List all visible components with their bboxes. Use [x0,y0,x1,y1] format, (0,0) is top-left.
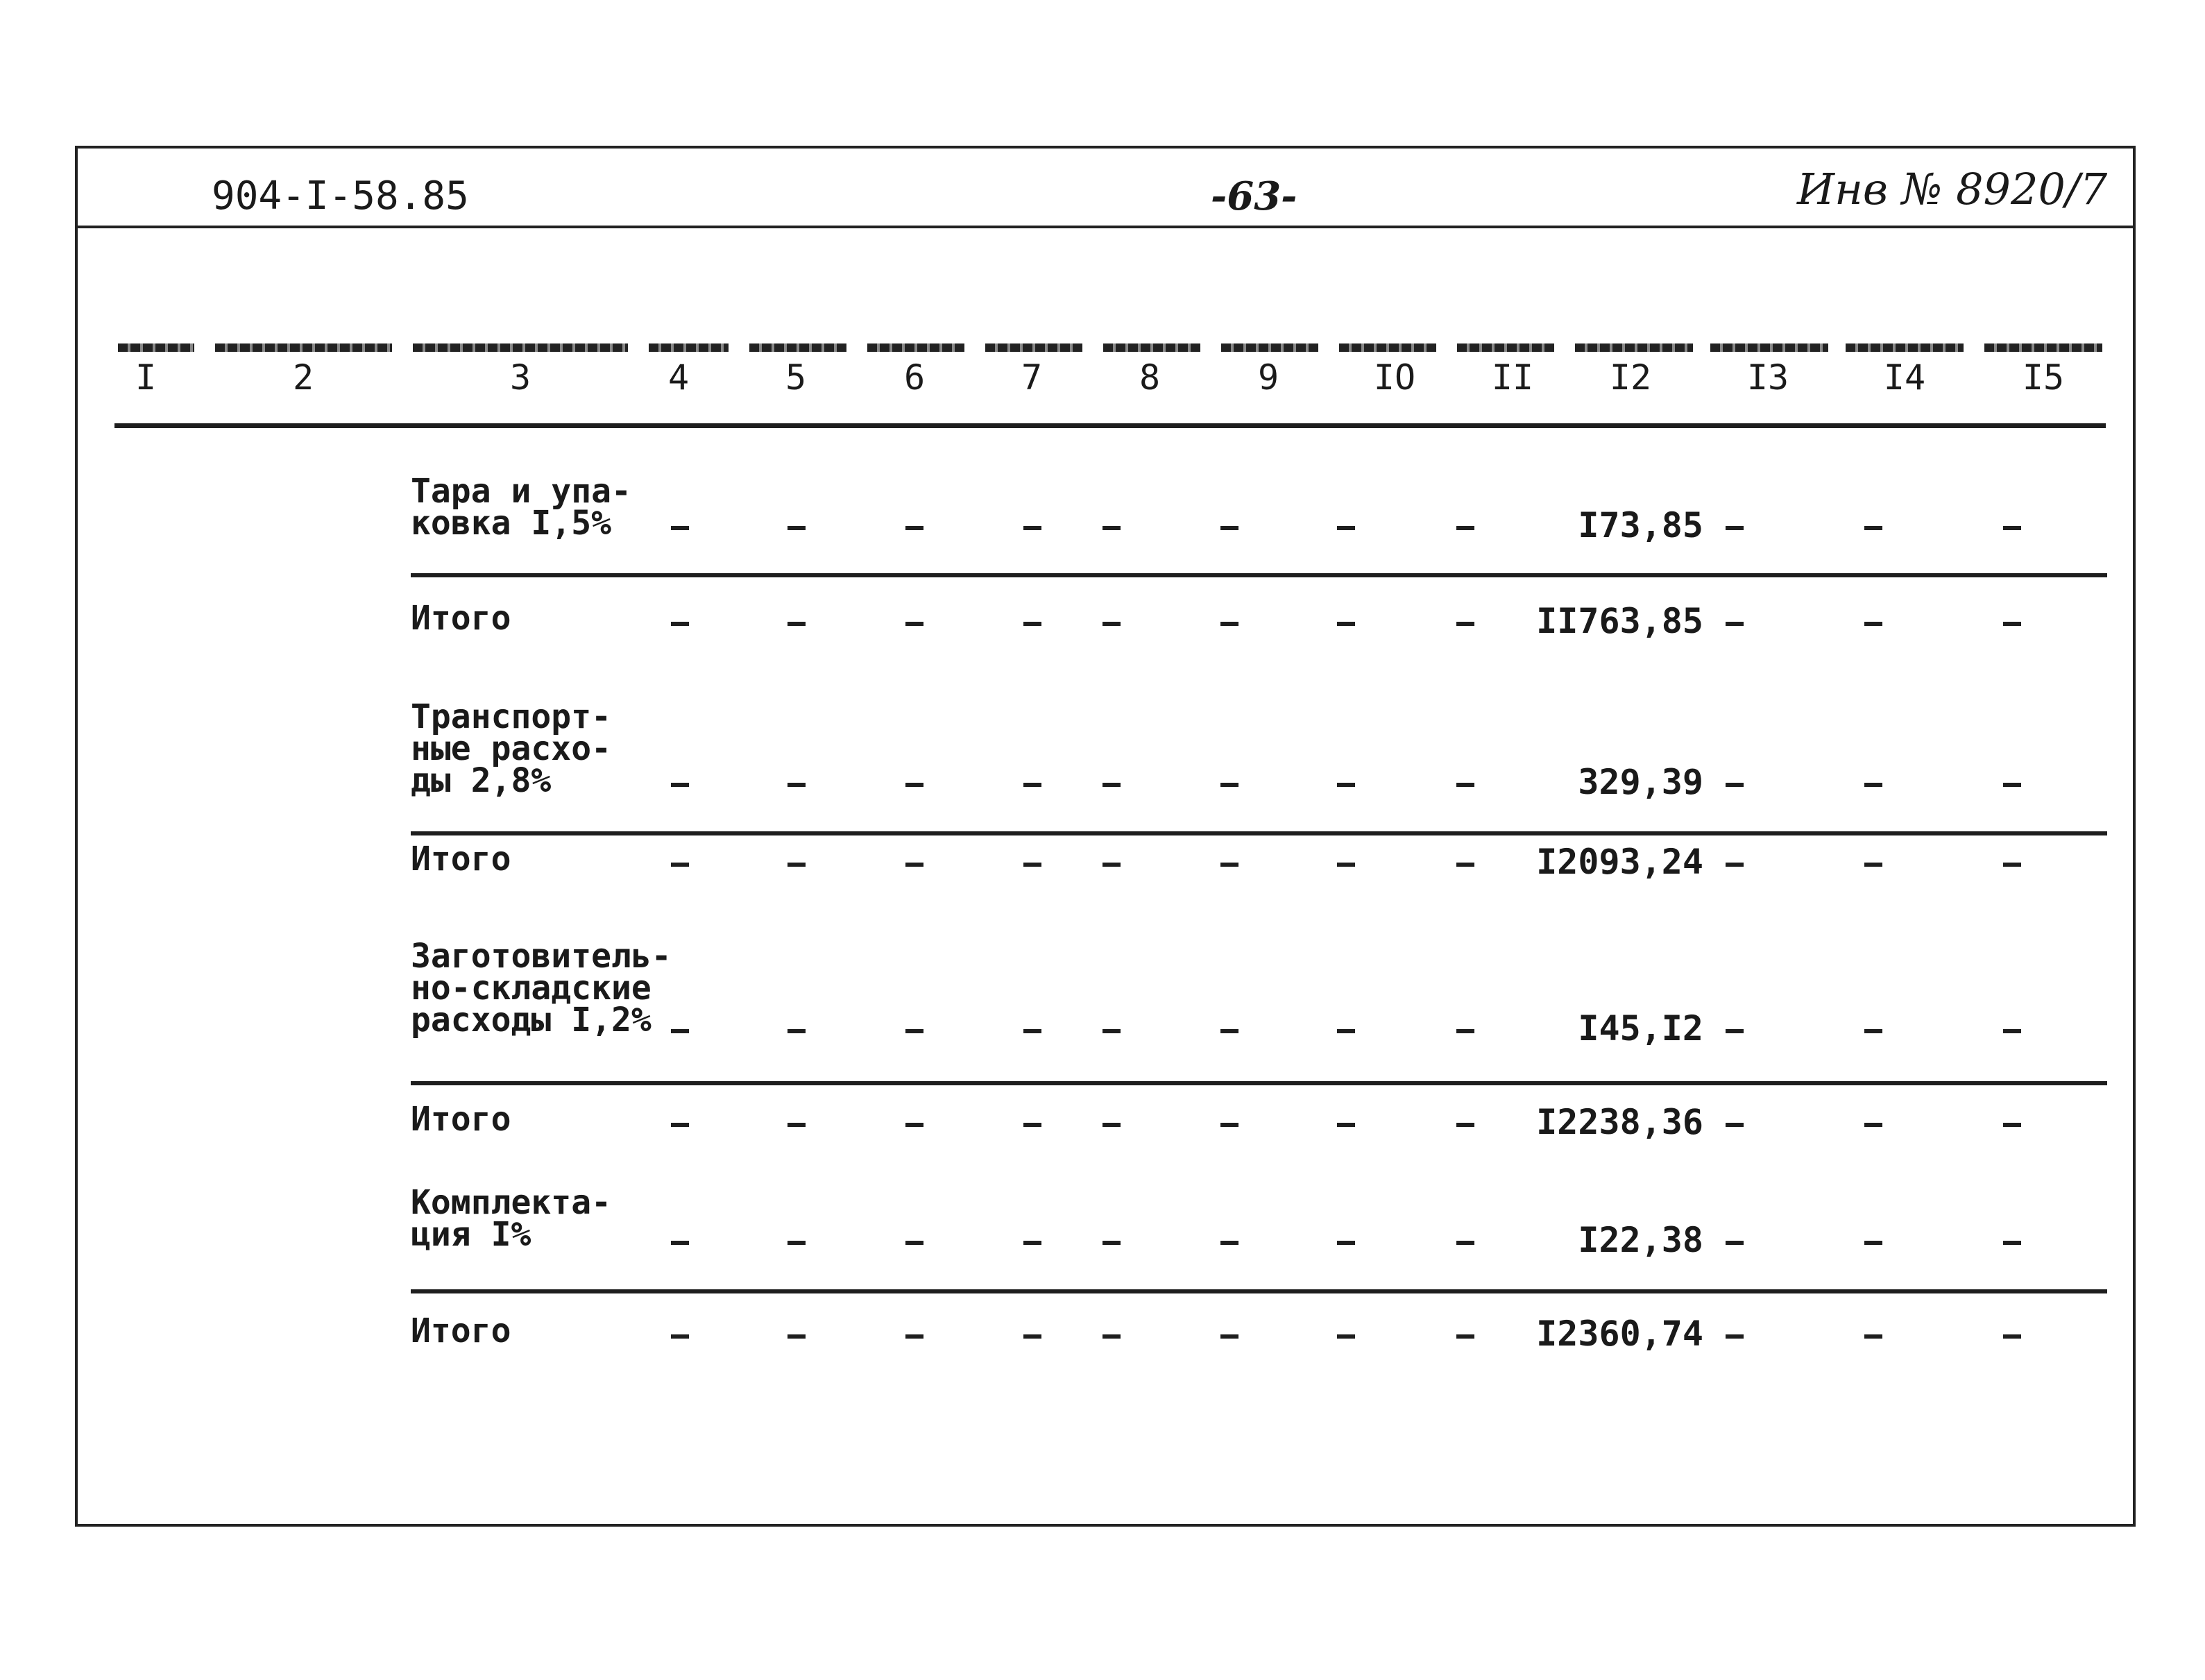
column-number: 7 [1021,357,1043,398]
empty-cell-dash [1726,1123,1744,1127]
empty-cell-dash [671,1029,689,1033]
empty-cell-dash [788,526,806,530]
empty-cell-dash [1337,1029,1355,1033]
empty-cell-dash [2003,863,2021,867]
column-header-rule [413,343,628,352]
empty-cell-dash [1102,1123,1121,1127]
column-header-rule [985,343,1082,352]
empty-cell-dash [1023,863,1041,867]
row-value-col12: II763,85 [1536,601,1703,641]
row-value-col12: I2238,36 [1536,1102,1703,1142]
empty-cell-dash [1726,1334,1744,1339]
empty-cell-dash [671,1334,689,1339]
column-number: 3 [509,357,531,398]
row-label: Заготовитель- но-складские расходы I,2% [411,937,672,1040]
empty-cell-dash [2003,1123,2021,1127]
row-value-col12: I45,I2 [1578,1008,1703,1049]
empty-cell-dash [905,1241,923,1245]
empty-cell-dash [1456,863,1474,867]
column-number: 4 [667,357,690,398]
empty-cell-dash [671,863,689,867]
empty-cell-dash [1456,783,1474,787]
row-label: Комплекта- ция I% [411,1183,611,1254]
empty-cell-dash [905,863,923,867]
column-header-rule [1221,343,1318,352]
empty-cell-dash [788,1123,806,1127]
row-label: Тара и упа- ковка I,5% [411,472,631,543]
row-separator-rule [411,573,2107,577]
empty-cell-dash [1864,863,1882,867]
empty-cell-dash [1102,783,1121,787]
empty-cell-dash [1456,1241,1474,1245]
empty-cell-dash [1726,863,1744,867]
empty-cell-dash [1456,1123,1474,1127]
empty-cell-dash [1023,526,1041,530]
empty-cell-dash [671,1241,689,1245]
column-number: 9 [1257,357,1279,398]
empty-cell-dash [1220,1334,1238,1339]
empty-cell-dash [1023,1029,1041,1033]
column-number: 8 [1139,357,1161,398]
empty-cell-dash [671,783,689,787]
row-label: Итого [411,1100,511,1139]
empty-cell-dash [1102,1334,1121,1339]
empty-cell-dash [1337,622,1355,626]
column-header-rule [1575,343,1693,352]
empty-cell-dash [1023,783,1041,787]
row-separator-rule [411,1289,2107,1293]
empty-cell-dash [1864,783,1882,787]
inventory-number: Инв № 8920/7 [1797,164,2108,214]
row-value-col12: I2093,24 [1536,842,1703,882]
column-number: 6 [903,357,926,398]
row-separator-rule [411,1081,2107,1085]
empty-cell-dash [2003,783,2021,787]
empty-cell-dash [2003,1241,2021,1245]
document-frame [75,146,2136,1527]
empty-cell-dash [788,783,806,787]
row-separator-rule [411,831,2107,835]
empty-cell-dash [788,622,806,626]
empty-cell-dash [1456,622,1474,626]
document-code: 904-I-58.85 [212,173,469,219]
empty-cell-dash [1023,622,1041,626]
empty-cell-dash [1102,1029,1121,1033]
empty-cell-dash [905,526,923,530]
empty-cell-dash [1864,622,1882,626]
column-number: I3 [1746,357,1789,398]
empty-cell-dash [905,622,923,626]
empty-cell-dash [671,1123,689,1127]
row-label: Итого [411,840,511,879]
empty-cell-dash [1102,622,1121,626]
empty-cell-dash [2003,1334,2021,1339]
column-number: I2 [1609,357,1652,398]
empty-cell-dash [1220,526,1238,530]
row-label: Итого [411,1312,511,1350]
empty-cell-dash [1337,783,1355,787]
column-header-rule [1846,343,1964,352]
empty-cell-dash [1726,1029,1744,1033]
row-label: Итого [411,599,511,638]
empty-cell-dash [1220,1123,1238,1127]
empty-cell-dash [1726,622,1744,626]
empty-cell-dash [1337,1123,1355,1127]
column-header-rule [215,343,392,352]
empty-cell-dash [1337,526,1355,530]
row-value-col12: 329,39 [1578,762,1703,802]
empty-cell-dash [905,1029,923,1033]
empty-cell-dash [788,1241,806,1245]
column-number: I4 [1883,357,1926,398]
empty-cell-dash [1864,526,1882,530]
empty-cell-dash [1220,1029,1238,1033]
empty-cell-dash [905,783,923,787]
row-value-col12: I73,85 [1578,505,1703,545]
empty-cell-dash [1864,1123,1882,1127]
column-number: II [1491,357,1534,398]
empty-cell-dash [1220,622,1238,626]
empty-cell-dash [1023,1241,1041,1245]
empty-cell-dash [671,622,689,626]
empty-cell-dash [1337,863,1355,867]
empty-cell-dash [1102,863,1121,867]
empty-cell-dash [1337,1334,1355,1339]
row-value-col12: I22,38 [1578,1220,1703,1260]
column-header-rule [1710,343,1828,352]
column-header-rule [867,343,964,352]
empty-cell-dash [1726,783,1744,787]
header-bottom-rule [114,423,2106,428]
row-label: Транспорт- ные расхо- ды 2,8% [411,697,611,800]
empty-cell-dash [1023,1334,1041,1339]
column-number: 5 [785,357,807,398]
page-number: -63- [1211,173,1297,219]
empty-cell-dash [1456,1029,1474,1033]
empty-cell-dash [1726,1241,1744,1245]
header-divider [78,226,2133,228]
empty-cell-dash [1456,526,1474,530]
column-header-rule [118,343,194,352]
empty-cell-dash [905,1334,923,1339]
empty-cell-dash [2003,1029,2021,1033]
empty-cell-dash [1337,1241,1355,1245]
empty-cell-dash [1220,863,1238,867]
empty-cell-dash [788,1029,806,1033]
empty-cell-dash [1220,1241,1238,1245]
column-header-rule [1103,343,1200,352]
column-number: I5 [2022,357,2065,398]
column-number: 2 [292,357,314,398]
empty-cell-dash [1023,1123,1041,1127]
empty-cell-dash [2003,526,2021,530]
column-number: I [135,357,157,398]
column-header-rule [649,343,729,352]
empty-cell-dash [671,526,689,530]
empty-cell-dash [1864,1334,1882,1339]
empty-cell-dash [1456,1334,1474,1339]
empty-cell-dash [1864,1241,1882,1245]
empty-cell-dash [905,1123,923,1127]
empty-cell-dash [1102,526,1121,530]
column-header-rule [1457,343,1554,352]
column-number: IO [1373,357,1416,398]
empty-cell-dash [2003,622,2021,626]
row-value-col12: I2360,74 [1536,1314,1703,1354]
empty-cell-dash [1102,1241,1121,1245]
column-header-rule [749,343,846,352]
column-header-rule [1339,343,1436,352]
empty-cell-dash [788,1334,806,1339]
empty-cell-dash [1220,783,1238,787]
empty-cell-dash [1726,526,1744,530]
empty-cell-dash [788,863,806,867]
column-header-rule [1984,343,2102,352]
empty-cell-dash [1864,1029,1882,1033]
